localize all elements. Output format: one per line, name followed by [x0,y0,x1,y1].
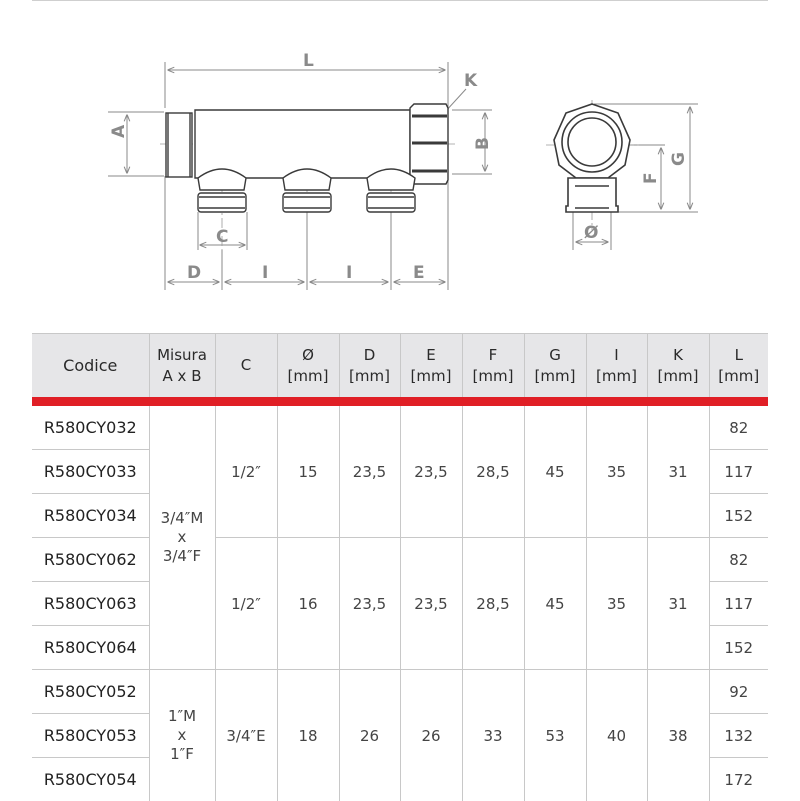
cell-l: 172 [709,758,768,801]
cell-e: 23,5 [400,538,462,670]
cell-codice: R580CY062 [32,538,149,582]
table-header-row [32,334,768,398]
table-row [32,670,768,714]
label-A: A [109,124,129,138]
manifold-end-view [546,100,698,250]
cell-k: 38 [647,670,709,801]
cell-diameter: 18 [277,670,339,801]
cell-codice: R580CY053 [32,714,149,758]
label-L: L [303,51,314,71]
label-E: E [413,263,425,283]
header-c: C [215,334,277,398]
cell-c: 1/2″ [215,538,277,670]
header-d: D [mm] [339,334,400,398]
cell-l: 152 [709,494,768,538]
header-k: K [mm] [647,334,709,398]
cell-codice: R580CY052 [32,670,149,714]
cell-g: 53 [524,670,586,801]
cell-f: 33 [462,670,524,801]
label-I-first: I [262,263,268,283]
label-F: F [641,172,661,184]
label-K: K [464,71,478,91]
header-codice: Codice [32,334,149,398]
cell-l: 82 [709,538,768,582]
cell-diameter: 15 [277,406,339,538]
cell-k: 31 [647,406,709,538]
cell-f: 28,5 [462,538,524,670]
label-I-second: I [346,263,352,283]
cell-l: 152 [709,626,768,670]
label-B: B [473,137,493,150]
cell-codice: R580CY064 [32,626,149,670]
spec-table [32,333,768,801]
cell-e: 26 [400,670,462,801]
header-accent-bar [32,397,768,406]
cell-d: 23,5 [339,538,400,670]
header-i: I [mm] [586,334,647,398]
cell-f: 28,5 [462,406,524,538]
label-D: D [187,263,201,283]
label-C: C [216,227,228,247]
cell-c: 1/2″ [215,406,277,538]
cell-i: 40 [586,670,647,801]
cell-codice: R580CY032 [32,406,149,450]
label-diameter: Ø [584,223,598,243]
cell-g: 45 [524,406,586,538]
cell-l: 82 [709,406,768,450]
label-G: G [669,152,689,166]
cell-g: 45 [524,538,586,670]
manifold-side-view [0,0,800,310]
header-diameter: Ø [mm] [277,334,339,398]
cell-codice: R580CY054 [32,758,149,801]
cell-codice: R580CY063 [32,582,149,626]
cell-misura: 1″M x 1″F [149,670,215,801]
cell-d: 26 [339,670,400,801]
cell-l: 132 [709,714,768,758]
cell-codice: R580CY034 [32,494,149,538]
cell-l: 117 [709,582,768,626]
cell-l: 92 [709,670,768,714]
table-row [32,406,768,450]
cell-misura: 3/4″M x 3/4″F [149,406,215,670]
cell-i: 35 [586,538,647,670]
cell-e: 23,5 [400,406,462,538]
header-g: G [mm] [524,334,586,398]
header-e: E [mm] [400,334,462,398]
cell-codice: R580CY033 [32,450,149,494]
cell-d: 23,5 [339,406,400,538]
cell-l: 117 [709,450,768,494]
cell-i: 35 [586,406,647,538]
table-row [32,538,768,582]
cell-diameter: 16 [277,538,339,670]
cell-k: 31 [647,538,709,670]
header-f: F [mm] [462,334,524,398]
technical-drawing [0,0,800,310]
header-l: L [mm] [709,334,768,398]
cell-c: 3/4″E [215,670,277,801]
header-misura: Misura A x B [149,334,215,398]
